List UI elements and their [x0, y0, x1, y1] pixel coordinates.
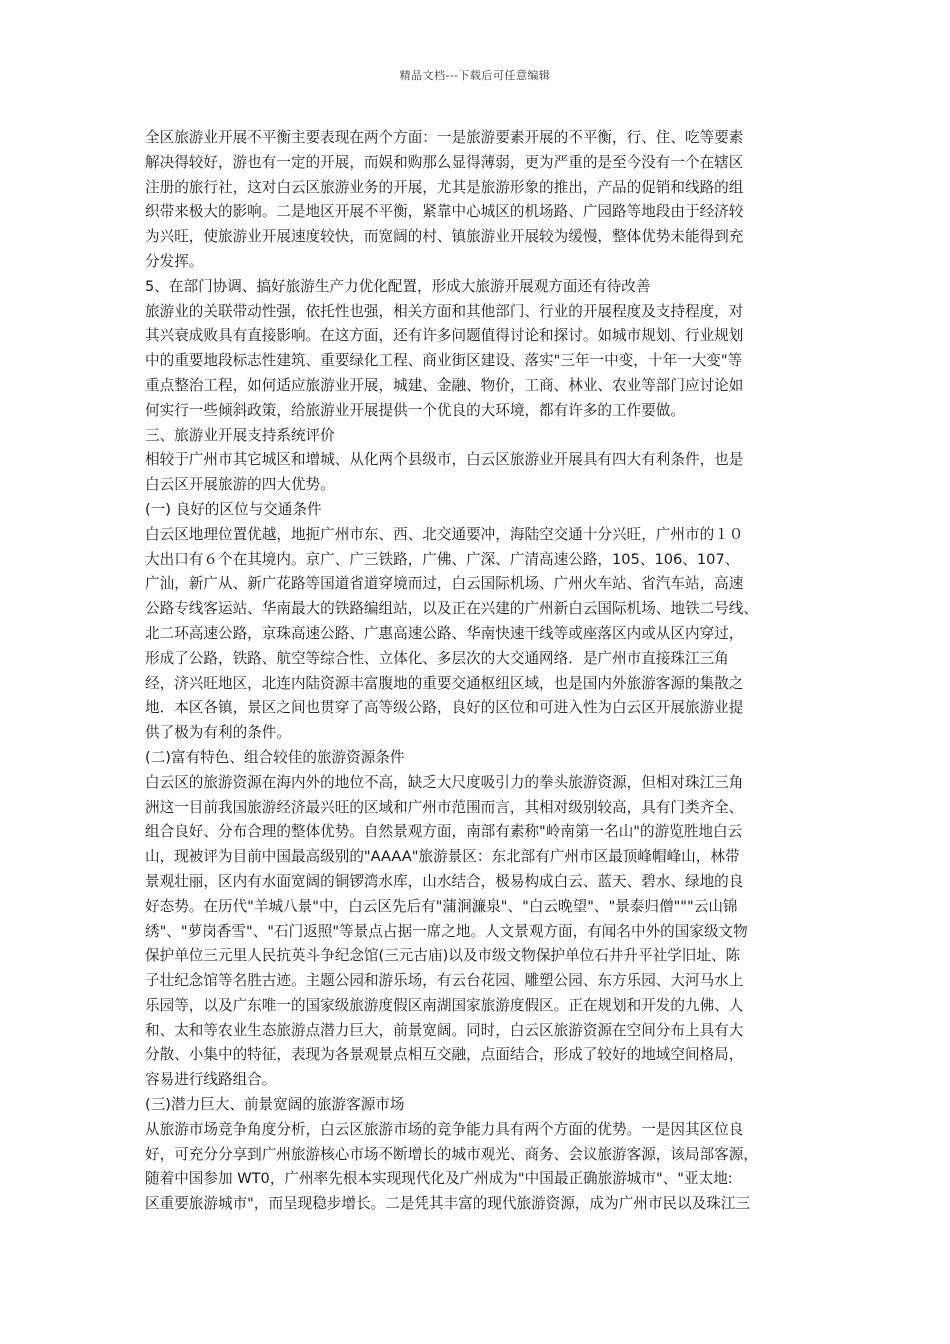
text-line: (三)潜力巨大、前景宽阔的旅游客源市场 [145, 1096, 405, 1114]
text-line: 相较于广州市其它城区和增城、从化两个县级市，白云区旅游业开展具有四大有利条件，也是 [145, 451, 744, 469]
text-line: 经，济兴旺地区，北连内陆资源丰富腹地的重要交通枢纽区域，也是国内外旅游客源的集散之 [145, 674, 744, 692]
text-line: 注册的旅行社，这对白云区旅游业务的开展，尤其是旅游形象的推出，产品的促销和线路的组 [145, 178, 744, 196]
text-line: 洲这一目前我国旅游经济最兴旺的区域和广州市范围而言，其相对级别较高，具有门类齐全、 [145, 798, 744, 816]
text-line: (一) 良好的区位与交通条件 [145, 500, 322, 518]
text-line: 分发挥。 [145, 252, 204, 270]
text-line: 大出口有６个在其境内。京广、广三铁路，广佛、广深、广清高速公路，105、106、107、 [145, 550, 740, 568]
text-line: 广汕，新广从、新广花路等国道省道穿境而过，白云国际机场、广州火车站、省汽车站，高速 [145, 575, 744, 593]
text-line: 三、旅游业开展支持系统评价 [145, 426, 335, 444]
text-line: 白云区开展旅游的四大优势。 [145, 476, 335, 494]
text-line: 区重要旅游城市"，而呈现稳步增长。二是凭其丰富的现代旅游资源，成为广州市民以及珠江三 [145, 1195, 751, 1213]
text-line: 旅游业的关联带动性强，依托性也强，相关方面和其他部门、行业的开展程度及支持程度，对 [145, 302, 744, 320]
text-line: 好，可充分分享到广州旅游核心市场不断增长的城市观光、商务、会议旅游客源，该局部客源， [145, 1145, 758, 1163]
text-line: 随着中国参加 WT0，广州率先根本实现现代化及广州成为"中国最正确旅游城市"、"亚太地: [145, 1170, 733, 1188]
text-line: 形成了公路，铁路、航空等综合性、立体化、多层次的大交通网络．是广州市直接珠江三角 [145, 649, 729, 667]
text-line: 保护单位三元里人民抗英斗争纪念馆(三元古庙)以及市级文物保护单位石井升平社学旧址、陈 [145, 947, 741, 965]
text-line: 公路专线客运站、华南最大的铁路编组站，以及正在兴建的广州新白云国际机场、地铁二号线、 [145, 600, 758, 618]
text-line: 其兴衰成败具有直接影响。在这方面，还有许多问题值得讨论和探讨。如城市规划、行业规划 [145, 327, 744, 345]
text-line: 组合良好、分布合理的整体优势。自然景观方面，南部有素称"岭南第一名山"的游览胜地白云 [145, 823, 743, 841]
text-line: 5、在部门协调、搞好旅游生产力优化配置，形成大旅游开展观方面还有待改善 [145, 277, 651, 295]
text-line: 全区旅游业开展不平衡主要表现在两个方面：一是旅游要素开展的不平衡，行、住、吃等要素 [145, 129, 744, 146]
text-line: 重点整治工程，如何适应旅游业开展，城建、金融、物价，工商、林业、农业等部门应讨论如 [145, 376, 744, 394]
text-line: 好态势。在历代"羊城八景"中，白云区先后有"蒲涧濂泉"、"白云晚望"、"景泰归僧"""云山锦 [145, 897, 738, 915]
page-header: 精品文档---下载后可任意编辑 [399, 69, 551, 82]
text-line: 和、太和等农业生态旅游点潜力巨大，前景宽阔。同时，白云区旅游资源在空间分布上具有大 [145, 1021, 744, 1039]
text-line: (二)富有特色、组合较佳的旅游资源条件 [145, 748, 405, 766]
text-line: 解决得较好，游也有一定的开展，而娱和购那么显得薄弱，更为严重的是至今没有一个在辖区 [145, 153, 744, 171]
text-line: 绣"、"萝岗香雪"、"石门返照"等景点占据一席之地。人文景观方面，有闻名中外的国家级文物 [145, 922, 748, 940]
text-line: 何实行一些倾斜政策，给旅游业开展提供一个优良的大环境，都有许多的工作要做。 [145, 401, 685, 419]
text-line: 从旅游市场竞争角度分析，白云区旅游市场的竞争能力具有两个方面的优势。一是因其区位良 [145, 1120, 744, 1138]
text-line: 为兴旺，使旅游业开展速度较快，而宽阔的村、镇旅游业开展较为缓慢，整体优势未能得到充 [145, 228, 744, 246]
text-line: 山，现被评为目前中国最高级别的"AAAA"旅游景区：东北部有广州市区最顶峰帽峰山，林带 [145, 848, 740, 866]
text-line: 供了极为有利的条件。 [145, 724, 291, 742]
text-line: 景观壮丽，区内有水面宽阔的铜锣湾水库，山水结合，极易构成白云、蓝天、碧水、绿地的良 [145, 872, 744, 890]
text-line: 容易进行线路组合。 [145, 1071, 277, 1089]
text-line: 白云区地理位置优越，地扼广州市东、西、北交通要冲，海陆空交通十分兴旺，广州市的１０ [145, 525, 744, 543]
text-line: 织带来极大的影响。二是地区开展不平衡，紧靠中心城区的机场路、广园路等地段由于经济较 [145, 203, 744, 221]
text-line: 北二环高速公路，京珠高速公路、广惠高速公路、华南快速干线等或座落区内或从区内穿过， [145, 624, 744, 642]
text-line: 中的重要地段标志性建筑、重要绿化工程、商业街区建设、落实"三年一中变，十年一大变"等 [145, 352, 743, 370]
text-line: 分散、小集中的特征，表现为各景观景点相互交融，点面结合，形成了较好的地域空间格局， [145, 1046, 744, 1064]
text-line: 白云区的旅游资源在海内外的地位不高，缺乏大尺度吸引力的拳头旅游资源，但相对珠江三角 [145, 773, 744, 791]
text-line: 乐园等，以及广东唯一的国家级旅游度假区南湖国家旅游度假区。正在规划和开发的九佛、人 [145, 996, 744, 1014]
text-line: 子壮纪念馆等名胜古迹。主题公园和游乐场，有云台花园、雕塑公园、东方乐园、大河马水上 [145, 972, 744, 990]
text-line: 地．本区各镇，景区之间也贯穿了高等级公路，良好的区位和可进入性为白云区开展旅游业提 [145, 699, 744, 717]
document-body [145, 126, 807, 1217]
